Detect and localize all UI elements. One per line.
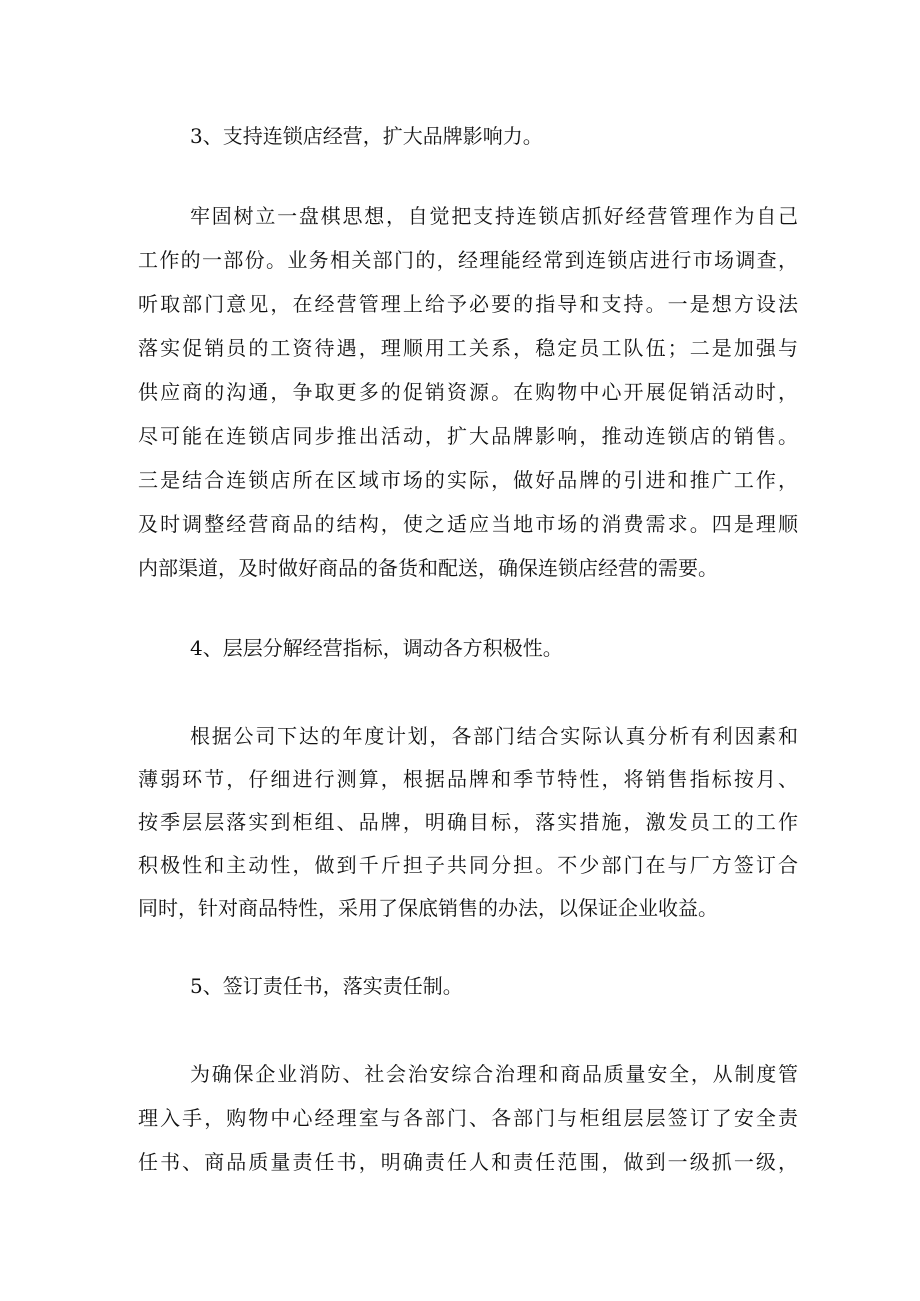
section-5-heading: 5、签订责任书，落实责任制。 bbox=[190, 974, 463, 998]
paragraph-line: 为确保企业消防、社会治安综合治理和商品质量安全，从制度管 bbox=[190, 1062, 798, 1086]
paragraph-line: 任书、商品质量责任书，明确责任人和责任范围，做到一级抓一级， bbox=[138, 1150, 798, 1174]
paragraph-line: 薄弱环节，仔细进行测算，根据品牌和季节特性，将销售指标按月、 bbox=[138, 767, 798, 791]
paragraph-line: 落实促销员的工资待遇，理顺用工关系，稳定员工队伍；二是加强与 bbox=[138, 336, 798, 360]
paragraph-line: 按季层层落实到柜组、品牌，明确目标，落实措施，激发员工的工作 bbox=[138, 810, 798, 834]
paragraph-line: 牢固树立一盘棋思想，自觉把支持连锁店抓好经营管理作为自己 bbox=[190, 204, 798, 228]
paragraph-line: 工作的一部份。业务相关部门的，经理能经常到连锁店进行市场调查， bbox=[138, 248, 798, 272]
paragraph-line: 同时，针对商品特性，采用了保底销售的办法，以保证企业收益。 bbox=[138, 896, 718, 920]
paragraph-line: 积极性和主动性，做到千斤担子共同分担。不少部门在与厂方签订合 bbox=[138, 853, 798, 877]
section-4-heading: 4、层层分解经营指标，调动各方积极性。 bbox=[190, 636, 563, 660]
paragraph-line: 理入手，购物中心经理室与各部门、各部门与柜组层层签订了安全责 bbox=[138, 1106, 798, 1130]
paragraph-line: 听取部门意见，在经营管理上给予必要的指导和支持。一是想方设法 bbox=[138, 292, 798, 316]
paragraph-line: 及时调整经营商品的结构，使之适应当地市场的消费需求。四是理顺 bbox=[138, 512, 798, 536]
paragraph-line: 内部渠道，及时做好商品的备货和配送，确保连锁店经营的需要。 bbox=[138, 556, 718, 580]
paragraph-line: 尽可能在连锁店同步推出活动，扩大品牌影响，推动连锁店的销售。 bbox=[138, 424, 798, 448]
section-3-heading: 3、支持连锁店经营，扩大品牌影响力。 bbox=[190, 124, 543, 148]
paragraph-line: 供应商的沟通，争取更多的促销资源。在购物中心开展促销活动时， bbox=[138, 380, 798, 404]
paragraph-line: 根据公司下达的年度计划，各部门结合实际认真分析有利因素和 bbox=[190, 724, 798, 748]
paragraph-line: 三是结合连锁店所在区域市场的实际，做好品牌的引进和推广工作， bbox=[138, 468, 798, 492]
